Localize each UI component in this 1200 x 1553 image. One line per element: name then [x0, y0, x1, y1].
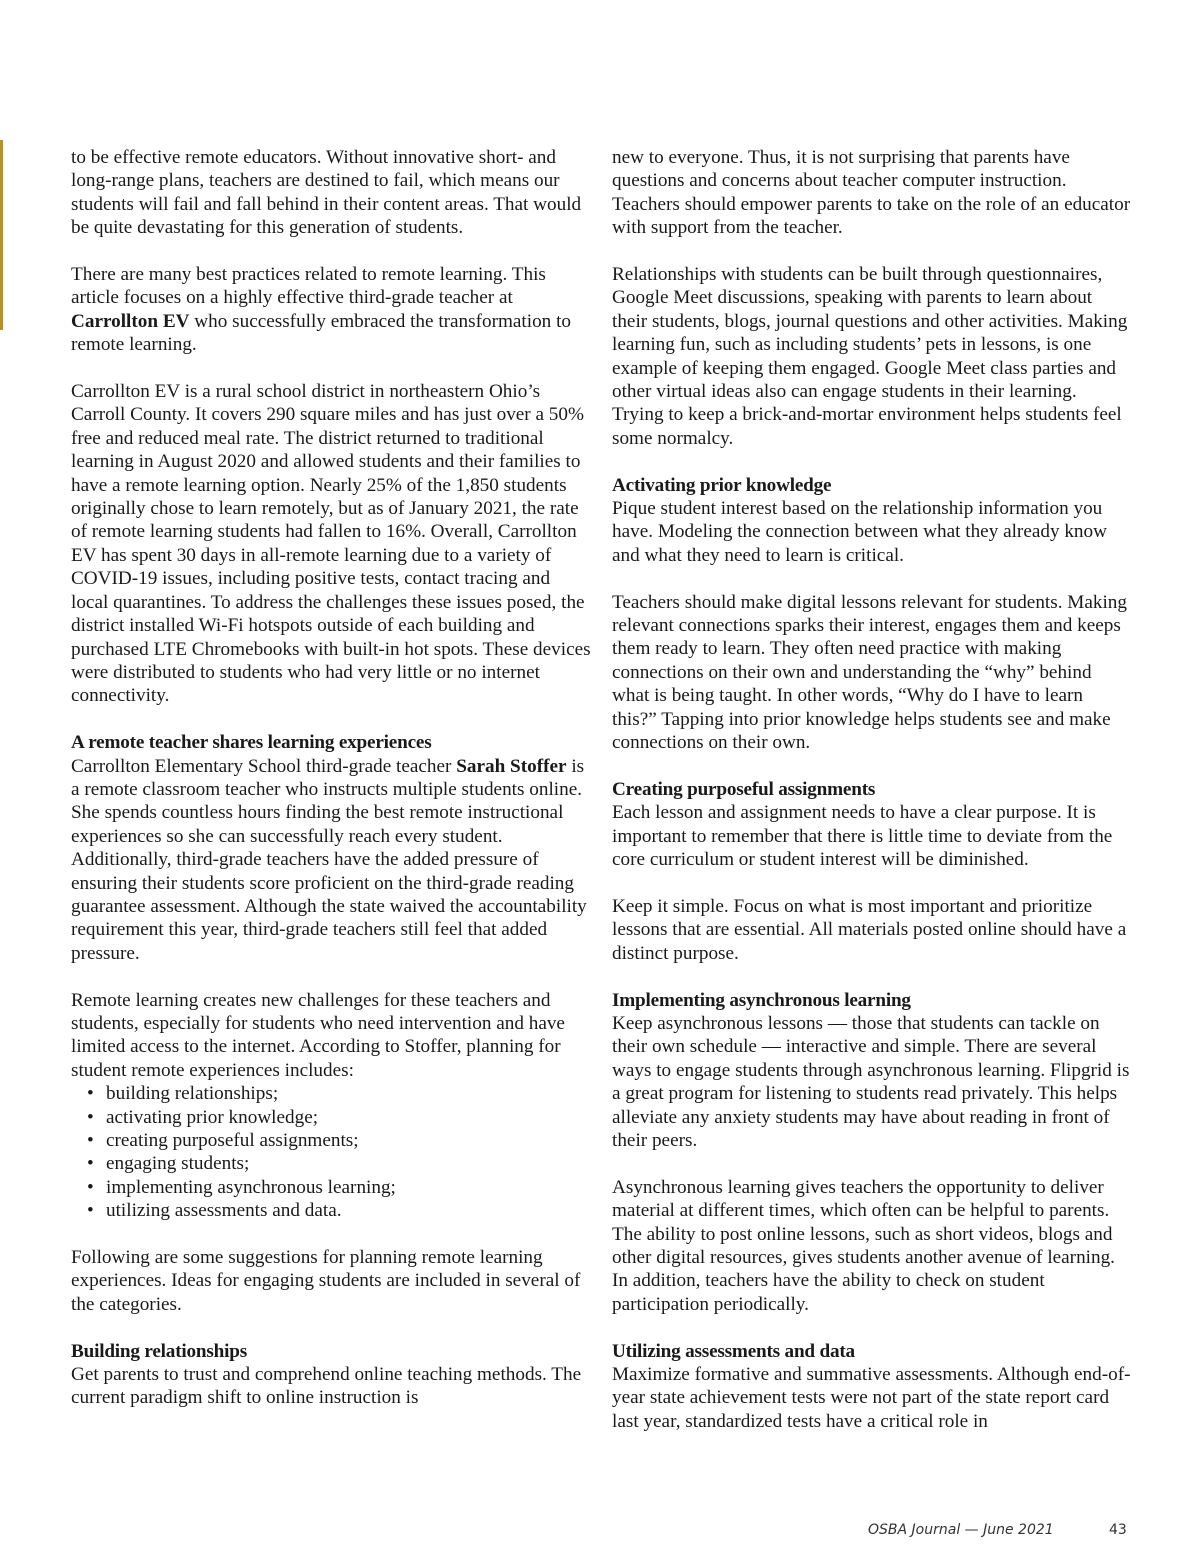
paragraph [71, 755, 591, 966]
section-heading: Creating purposeful assignments [612, 778, 876, 800]
bullet-list [71, 1082, 591, 1222]
paragraph: Get parents to trust and comprehend online teaching methods. The current paradigm shift to online instruction is [71, 1364, 582, 1409]
paragraph: Following are some suggestions for planning remote learning experiences. Ideas for engaging students are included in several of the categories. [71, 1247, 581, 1315]
paragraph: Remote learning creates new challenges for these teachers and students, especially for students who need intervention and have limited access to the internet. According to Stoffer, planning for student remote experiences includes: [71, 989, 565, 1081]
page-number: 43 [1109, 1522, 1127, 1538]
section-heading: Implementing asynchronous learning [612, 989, 911, 1011]
paragraph: Pique student interest based on the relationship information you have. Modeling the connection between what they already know and what they need to learn is critical. [612, 498, 1107, 566]
paragraph: Keep it simple. Focus on what is most important and prioritize lessons that are essential. All materials posted online should have a distinct purpose. [612, 895, 1127, 964]
journal-title: OSBA Journal — June 2021 [868, 1522, 1054, 1538]
paragraph: Maximize formative and summative assessments. Although end-of-year state achievement tests were not part of the state report card last year, standardized tests have a critical role in [612, 1364, 1131, 1432]
section-heading: Building relationships [71, 1340, 247, 1362]
paragraph: Relationships with students can be built through questionnaires, Google Meet discussions, speaking with parents to learn about their students, blogs, journal questions and other activities. Making learning fun, such as including students’ pets in lessons, is one example of keeping them engaged. Google Meet class parties and other virtual ideas also can engage students in their learning. Trying to keep a brick-and-mortar environment helps students feel some normalcy. [612, 264, 1128, 449]
right-column [612, 146, 1132, 1457]
left-column [71, 146, 591, 1433]
section-heading: Utilizing assessments and data [612, 1340, 855, 1362]
list-item: • utilizing assessments and data. [87, 1199, 591, 1222]
list-item: • building relationships; [87, 1082, 591, 1105]
edge-accent-bar [0, 140, 3, 330]
paragraph: Keep asynchronous lessons — those that students can tackle on their own schedule — interactive and simple. There are several ways to engage students through asynchronous learning. Flipgrid is a great program for listening to students read privately. This helps alleviate any anxiety students may have about reading in front of their peers. [612, 1012, 1130, 1151]
list-item: • creating purposeful assignments; [87, 1129, 591, 1152]
bold-text: Carrollton EV [71, 310, 190, 332]
text: who successfully embraced the transformation to remote learning. [71, 310, 572, 356]
list-item: • implementing asynchronous learning; [87, 1176, 591, 1199]
paragraph: Carrollton EV is a rural school district in northeastern Ohio’s Carroll County. It covers 290 square miles and has just over a 50% free and reduced meal rate. The district returned to traditional learning in August 2020 and allowed students and their families to have a remote learning option. Nearly 25% of the 1,850 students originally chose to learn remotely, but as of January 2021, the rate of remote learning students had fallen to 16%. Overall, Carrollton EV has spent 30 days in all-remote learning due to a variety of COVID-19 issues, including positive tests, contact tracing and local quarantines. To address the challenges these issues posed, the district installed Wi-Fi hotspots outside of each building and purchased LTE Chromebooks with built-in hot spots. These devices were distributed to students who had very little or no internet connectivity. [71, 381, 591, 707]
paragraph: Each lesson and assignment needs to have a clear purpose. It is important to remember that there is little time to deviate from the core curriculum or student interest will be diminished. [612, 802, 1113, 871]
text: is a remote classroom teacher who instructs multiple students online. She spends countless hours finding the best remote instructional experiences so she can successfully reach every student. Additionally, third-grade teachers have the added pressure of ensuring their students score proficient on the third-grade reading guarantee assessment. Although the state waived the accountability requirement this year, third-grade teachers still feel that added pressure. [71, 755, 587, 964]
paragraph: Asynchronous learning gives teachers the opportunity to deliver material at different times, which often can be helpful to parents. The ability to post online lessons, such as short videos, blogs and other digital resources, gives students another avenue of learning. In addition, teachers have the ability to check on student participation periodically. [612, 1176, 1115, 1315]
text: There are many best practices related to remote learning. This article focuses on a highly effective third-grade teacher at [71, 264, 546, 309]
list-item: • engaging students; [87, 1152, 591, 1175]
paragraph: to be effective remote educators. Without innovative short- and long-range plans, teachers are destined to fail, which means our students will fail and fall behind in their content areas. That would be quite devastating for this generation of students. [71, 147, 582, 239]
paragraph [71, 263, 591, 357]
list-item: • activating prior knowledge; [87, 1106, 591, 1129]
text: Carrollton Elementary School third-grade teacher [71, 755, 457, 777]
section-heading: Activating prior knowledge [612, 474, 832, 496]
bold-text: Sarah Stoffer [456, 755, 567, 777]
section-heading: A remote teacher shares learning experiences [71, 732, 432, 754]
paragraph: Teachers should make digital lessons relevant for students. Making relevant connections sparks their interest, engages them and keeps them ready to learn. They often need practice with making connections on their own and understanding the “why” behind what is being taught. In other words, “Why do I have to learn this?” Tapping into prior knowledge helps students see and make connections on their own. [612, 591, 1127, 754]
paragraph: new to everyone. Thus, it is not surprising that parents have questions and concerns about teacher computer instruction. Teachers should empower parents to take on the role of an educator with support from the teacher. [612, 147, 1131, 239]
